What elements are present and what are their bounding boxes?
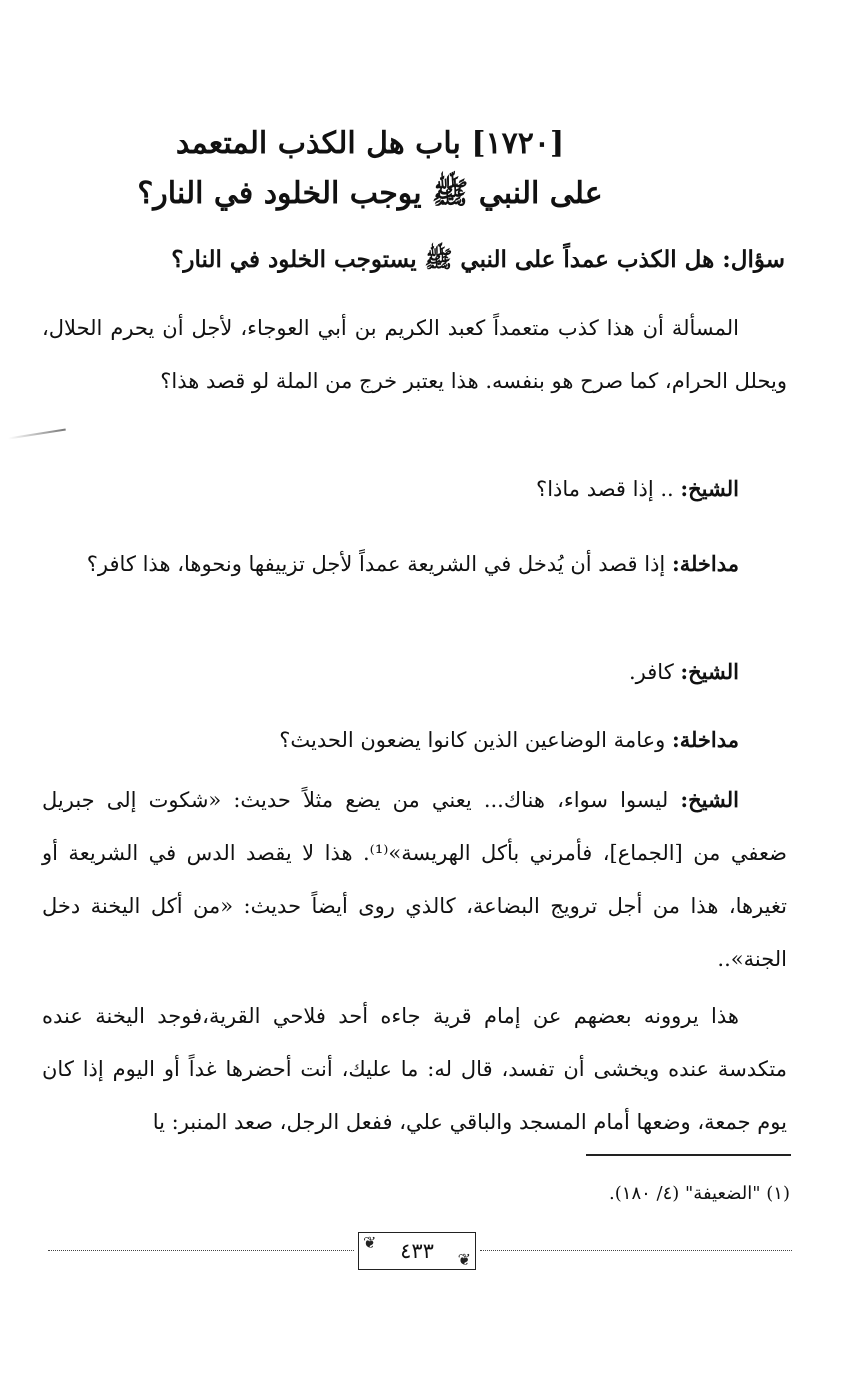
footnote: (١) "الضعيفة" (٤/ ١٨٠). [609,1183,790,1204]
page-number: ٤٣٣ [400,1239,434,1263]
paragraph-intro [42,302,787,408]
paragraph-story [42,990,787,1149]
margin-pen-stroke [8,428,66,439]
speaker-label: الشيخ: [680,476,739,501]
paragraph-text: المسألة أن هذا كذب متعمداً كعبد الكريم بن أبي العوجاء، لأجل أن يحرم الحلال، ويحلل الحرام، كما صرح هو بنفسه. هذا يعتبر خرج من الملة لو قصد هذا؟ [42,316,787,393]
paragraph-sheikh-3 [42,773,787,986]
chapter-title-line-2: على النبي ﷺ يوجب الخلود في النار؟ [137,176,603,211]
footer-dotted-rule-right [480,1250,792,1251]
paragraph-text: إذا قصد أن يُدخل في الشريعة عمداً لأجل تزييفها ونحوها، هذا كافر؟ [86,552,672,576]
page-number-box [358,1232,476,1270]
corner-ornament-icon: ❦ [457,1250,471,1269]
paragraph-sheikh-2 [42,645,787,699]
paragraph-text: ليسوا سواء، هناك... يعني من يضع مثلاً حديث: «شكوت إلى جبريل ضعفي من [الجماع]، فأمرني بأكل الهريسة»⁽¹⁾. هذا لا يقصد الدس في الشريعة أو تغيرها، هذا من أجل ترويج البضاعة، كالذي روى أيضاً حديث: «من أكل اليخنة دخل الجنة».. [42,788,787,971]
speaker-label: مداخلة: [671,551,739,576]
footer-dotted-rule-left [48,1250,354,1251]
paragraph-text: .. إذا قصد ماذا؟ [536,477,681,501]
corner-ornament-icon: ❦ [363,1233,377,1252]
chapter-title-line-1: [١٧٢٠] باب هل الكذب المتعمد [175,126,565,161]
paragraph-interjection-1 [42,537,787,591]
paragraph-text: وعامة الوضاعين الذين كانوا يضعون الحديث؟ [279,728,672,752]
question-heading: سؤال: هل الكذب عمداً على النبي ﷺ يستوجب الخلود في النار؟ [171,246,785,273]
paragraph-text: كافر. [629,660,681,684]
paragraph-interjection-2 [42,713,787,767]
speaker-label: الشيخ: [680,787,739,812]
speaker-label: الشيخ: [680,659,739,684]
footnote-separator [586,1154,791,1156]
paragraph-sheikh-1 [42,462,787,516]
paragraph-text: هذا يروونه بعضهم عن إمام قرية جاءه أحد فلاحي القرية،فوجد اليخنة عنده متكدسة عنده ويخشى أن تفسد، قال له: ما عليك، أنت أحضرها غداً أو اليوم إذا كان يوم جمعة، وضعها أمام المسجد والباقي علي، ففعل الرجل، صعد المنبر: يا [42,1004,787,1134]
speaker-label: مداخلة: [671,727,739,752]
